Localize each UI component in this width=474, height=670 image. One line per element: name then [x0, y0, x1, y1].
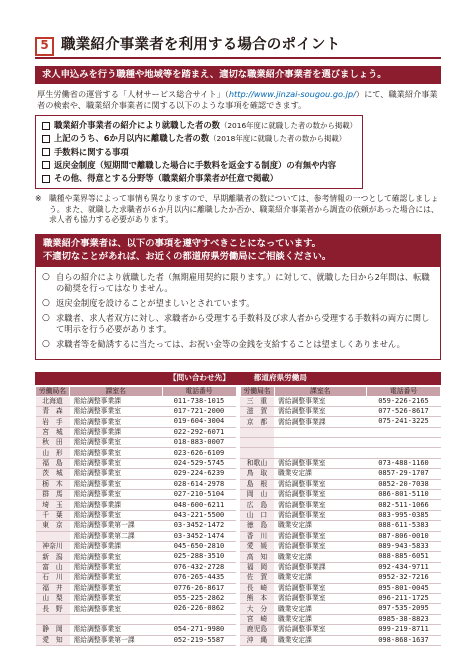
table-row	[240, 396, 441, 406]
prefecture-cell: 徳 島	[240, 521, 274, 531]
table-row	[240, 490, 441, 500]
table-row	[240, 500, 441, 510]
section-cell: 需給調整事業室	[274, 593, 367, 603]
section-cell: 需給調整事業室	[70, 593, 163, 603]
phone-cell: 029-224-6239	[162, 469, 236, 479]
section-cell: 需給調整事業第一課	[70, 521, 163, 531]
table-row	[240, 531, 441, 541]
prefecture-cell: 鹿児島	[240, 625, 274, 635]
phone-cell: 024-529-5745	[162, 458, 236, 468]
section-cell: 需給調整事業課	[70, 427, 163, 437]
section-cell: 需給調整事業室	[274, 531, 367, 541]
table-row	[240, 562, 441, 572]
section-number-badge: 5	[35, 37, 54, 56]
section-cell	[274, 438, 367, 448]
section-cell: 需給調整事業課	[274, 562, 367, 572]
table-row	[36, 604, 237, 614]
phone-cell: 045-650-2810	[162, 542, 236, 552]
section-cell: 需給調整事業室	[70, 583, 163, 593]
table-row	[36, 531, 237, 541]
prefecture-cell: 愛 媛	[240, 542, 274, 552]
col-header-section: 課室名	[274, 386, 367, 396]
section-cell: 需給調整事業室	[274, 406, 367, 416]
table-header-row	[240, 386, 441, 396]
prefecture-cell: 富 山	[36, 562, 70, 572]
prefecture-cell	[240, 438, 274, 448]
prefecture-cell: 茨 城	[36, 469, 70, 479]
intro-text-after: ）にて、職業紹介事業者の検索や、職業紹介事業者に関する以下のような事項を確認できます。	[37, 89, 438, 111]
section-cell: 需給調整事業室	[70, 406, 163, 416]
section-cell: 需給調整事業室	[70, 510, 163, 520]
circle-bullet-icon: ○	[42, 338, 50, 349]
circle-bullet-icon: ○	[42, 271, 50, 282]
table-row	[36, 458, 237, 468]
phone-cell: 076-432-2728	[162, 562, 236, 572]
prefecture-cell: 静 岡	[36, 625, 70, 635]
table-row	[240, 625, 441, 635]
phone-cell: 097-535-2095	[367, 604, 441, 614]
col-header-pref: 労働局名	[240, 386, 274, 396]
checklist-box	[35, 115, 363, 189]
section-cell: 需給調整事業室	[70, 552, 163, 562]
table-row	[36, 510, 237, 520]
prefecture-cell: 神奈川	[36, 542, 70, 552]
table-row	[36, 552, 237, 562]
compliance-item	[42, 313, 434, 335]
phone-cell: 028-614-2978	[162, 479, 236, 489]
section-cell: 需給調整事業室	[70, 573, 163, 583]
phone-cell: 092-434-9711	[367, 562, 441, 572]
phone-cell: 098-868-1637	[367, 635, 441, 645]
table-row	[36, 479, 237, 489]
section-title-bar	[35, 35, 441, 59]
checklist-item-text: 職業紹介事業者の紹介により就職した者の数	[54, 120, 220, 131]
table-row	[240, 427, 441, 437]
checkbox-square-icon	[42, 148, 50, 156]
prefecture-cell	[36, 614, 70, 624]
contacts-tables	[35, 386, 441, 646]
section1-banner: 求人申込みを行う職種や地域等を踏まえ、適切な職業紹介事業者を選びましょう。	[35, 66, 441, 84]
col-header-pref: 労働局名	[36, 386, 70, 396]
checklist-item-text: 上記のうち、6か月以内に離職した者の数	[54, 133, 210, 144]
section-cell: 需給調整事業室	[274, 510, 367, 520]
checklist-item	[42, 132, 356, 145]
compliance-item-text: 求職者等を勧誘するに当たっては、お祝い金等の金銭を支給することは望ましくありません。	[56, 338, 405, 349]
table-row	[36, 490, 237, 500]
table-row	[240, 614, 441, 624]
phone-cell: 077-526-8617	[367, 406, 441, 416]
table-row	[36, 469, 237, 479]
prefecture-cell: 三 重	[240, 396, 274, 406]
checklist-item-text: 返戻金制度（短期間で離職した場合に手数料を返金する制度）の有無や内容	[54, 159, 337, 170]
section-cell: 職業安定課	[274, 614, 367, 624]
phone-cell	[367, 438, 441, 448]
prefecture-cell: 鳥 取	[240, 469, 274, 479]
compliance-box	[35, 234, 441, 359]
table-row	[36, 583, 237, 593]
section-cell: 需給調整事業室	[274, 500, 367, 510]
prefecture-cell: 香 川	[240, 531, 274, 541]
prefecture-cell: 新 潟	[36, 552, 70, 562]
table-row	[36, 614, 237, 624]
prefecture-cell: 宮 崎	[240, 614, 274, 624]
prefecture-cell: 岩 手	[36, 417, 70, 427]
section-cell	[274, 427, 367, 437]
prefecture-cell: 京 都	[240, 417, 274, 427]
section-cell: 需給調整事業第一課	[70, 635, 163, 645]
phone-cell: 059-226-2165	[367, 396, 441, 406]
phone-cell: 099-219-8711	[367, 625, 441, 635]
table-row	[36, 625, 237, 635]
section-cell: 需給調整事業室	[274, 458, 367, 468]
checklist-item-note: （2018年度に就職した者の数から掲載）	[209, 133, 347, 143]
prefecture-cell	[240, 448, 274, 458]
table-row	[36, 521, 237, 531]
section-cell: 需給調整事業室	[70, 469, 163, 479]
section-cell: 需給調整事業室	[70, 417, 163, 427]
table-row	[36, 500, 237, 510]
section-cell: 需給調整事業室	[70, 625, 163, 635]
prefecture-cell: 長 崎	[240, 583, 274, 593]
table-row	[240, 583, 441, 593]
table-row	[240, 438, 441, 448]
circle-bullet-icon: ○	[42, 312, 50, 323]
checkbox-square-icon	[42, 161, 50, 169]
prefecture-cell: 福 島	[36, 458, 70, 468]
prefecture-cell: 岡 山	[240, 490, 274, 500]
table-row	[36, 396, 237, 406]
prefecture-cell: 埼 玉	[36, 500, 70, 510]
phone-cell: 087-806-0010	[367, 531, 441, 541]
checklist-item	[42, 159, 356, 172]
phone-cell: 083-995-0385	[367, 510, 441, 520]
phone-cell: 048-600-6211	[162, 500, 236, 510]
section-cell: 需給調整事業室	[274, 479, 367, 489]
prefecture-cell: 山 梨	[36, 593, 70, 603]
compliance-item-text: 返戻金制度を設けることが望ましいとされています。	[56, 297, 255, 308]
section-cell: 需給調整事業課	[70, 396, 163, 406]
section-cell: 需給調整事業室	[70, 604, 163, 614]
phone-cell: 025-288-3510	[162, 552, 236, 562]
prefecture-cell: 福 岡	[240, 562, 274, 572]
section-cell: 職業安定課	[274, 604, 367, 614]
prefecture-cell: 千 葉	[36, 510, 70, 520]
phone-cell: 03-3452-1474	[162, 531, 236, 541]
prefecture-cell: 高 知	[240, 552, 274, 562]
table-row	[36, 406, 237, 416]
checkbox-square-icon	[42, 175, 50, 183]
intro-paragraph	[35, 89, 441, 111]
phone-cell	[162, 614, 236, 624]
section-cell: 職業安定課	[274, 552, 367, 562]
prefecture-cell: 和歌山	[240, 458, 274, 468]
page-title: 職業紹介事業者を利用する場合のポイント	[61, 37, 341, 54]
section-cell: 需給調整事業第二課	[70, 531, 163, 541]
section-cell: 需給調整事業室	[274, 490, 367, 500]
phone-cell: 0985-38-8823	[367, 614, 441, 624]
phone-cell: 052-219-5587	[162, 635, 236, 645]
section-cell: 需給調整事業室	[70, 458, 163, 468]
prefecture-cell: 広 島	[240, 500, 274, 510]
section-cell: 需給調整事業課	[274, 417, 367, 427]
prefecture-cell: 栃 木	[36, 479, 70, 489]
checklist-item-note: （2016年度に就職した者の数から掲載）	[219, 120, 358, 130]
prefecture-cell	[36, 531, 70, 541]
phone-cell: 095-801-0045	[367, 583, 441, 593]
section-cell: 職業安定課	[274, 573, 367, 583]
compliance-item	[42, 339, 434, 350]
table-row	[36, 542, 237, 552]
phone-cell: 0952-32-7216	[367, 573, 441, 583]
prefecture-cell: 東 京	[36, 521, 70, 531]
phone-cell: 017-721-2000	[162, 406, 236, 416]
phone-cell: 055-225-2862	[162, 593, 236, 603]
table-row	[240, 552, 441, 562]
prefecture-cell: 沖 縄	[240, 635, 274, 645]
checklist-item-text: その他、得意とする分野等（職業紹介事業者が任意で掲載）	[54, 173, 279, 184]
table-row	[240, 521, 441, 531]
phone-cell: 096-211-1725	[367, 593, 441, 603]
circle-bullet-icon: ○	[42, 297, 50, 308]
col-header-tel: 電話番号	[162, 386, 236, 396]
table-header-row	[36, 386, 237, 396]
section-cell: 需給調整事業室	[274, 396, 367, 406]
contacts-table-left	[35, 386, 237, 646]
table-row	[240, 510, 441, 520]
checkbox-square-icon	[42, 122, 50, 130]
phone-cell: 076-265-4435	[162, 573, 236, 583]
compliance-item	[42, 272, 434, 294]
table-row	[36, 573, 237, 583]
section-cell: 需給調整事業室	[70, 490, 163, 500]
section-cell: 需給調整事業室	[274, 583, 367, 593]
contacts-table-right	[240, 386, 442, 646]
prefecture-cell: 北海道	[36, 396, 70, 406]
section-cell: 需給調整事業室	[70, 479, 163, 489]
section-cell: 需給調整事業課	[70, 500, 163, 510]
table-row	[240, 635, 441, 645]
prefecture-cell: 熊 本	[240, 593, 274, 603]
table-row	[240, 448, 441, 458]
table-row	[36, 562, 237, 572]
section-cell: 職業安定課	[274, 521, 367, 531]
prefecture-cell: 秋 田	[36, 438, 70, 448]
prefecture-cell: 佐 賀	[240, 573, 274, 583]
table-row	[36, 635, 237, 645]
contacts-section	[35, 372, 441, 646]
phone-cell: 03-3452-1472	[162, 521, 236, 531]
phone-cell: 023-626-6109	[162, 448, 236, 458]
section-cell: 需給調整事業室	[274, 625, 367, 635]
compliance-item-text: 自らの紹介により就職した者（無期雇用契約に限ります。）に対して、就職した日から2年間は、転職の勧奨を行ってはなりません。	[56, 271, 430, 293]
compliance-header-line2: 不適切なことがあれば、お近くの都道府県労働局にご相談ください。	[43, 251, 332, 263]
section-cell: 職業安定課	[274, 469, 367, 479]
table-row	[240, 458, 441, 468]
prefecture-cell: 島 根	[240, 479, 274, 489]
table-row	[36, 593, 237, 603]
phone-cell: 088-885-6051	[367, 552, 441, 562]
phone-cell: 073-488-1160	[367, 458, 441, 468]
prefecture-cell: 長 野	[36, 604, 70, 614]
section-cell: 職業安定課	[274, 635, 367, 645]
phone-cell: 054-271-9980	[162, 625, 236, 635]
checklist-item-text: 手数料に関する事項	[54, 146, 129, 157]
phone-cell: 082-511-1066	[367, 500, 441, 510]
phone-cell: 0857-29-1707	[367, 469, 441, 479]
footnote	[35, 194, 441, 225]
section-cell	[274, 448, 367, 458]
section-cell	[70, 614, 163, 624]
checklist-item	[42, 119, 356, 132]
prefecture-cell: 青 森	[36, 406, 70, 416]
contacts-sublabel: 都道府県労働局	[253, 373, 307, 383]
table-row	[240, 469, 441, 479]
table-row	[240, 542, 441, 552]
prefecture-cell	[240, 427, 274, 437]
prefecture-cell: 大 分	[240, 604, 274, 614]
compliance-header-line1: 職業紹介事業者は、以下の事項を遵守すべきことになっています。	[43, 238, 321, 250]
contacts-label: 【問い合わせ先】	[169, 373, 230, 383]
table-row	[240, 593, 441, 603]
footnote-mark: ※	[35, 194, 42, 204]
compliance-list	[36, 267, 440, 359]
phone-cell: 0852-20-7038	[367, 479, 441, 489]
table-row	[240, 479, 441, 489]
section-cell: 需給調整事業室	[70, 562, 163, 572]
phone-cell: 022-292-6071	[162, 427, 236, 437]
section-cell: 需給調整事業課	[70, 542, 163, 552]
phone-cell: 075-241-3225	[367, 417, 441, 427]
checklist-item	[42, 146, 356, 159]
phone-cell: 019-604-3004	[162, 417, 236, 427]
col-header-section: 課室名	[70, 386, 163, 396]
prefecture-cell: 山 形	[36, 448, 70, 458]
jinzai-site-link[interactable]: http://www.jinzai-sougou.go.jp/	[228, 89, 356, 100]
compliance-item-text: 求職者、求人者双方に対し、求職者から受理する手数料及び求人者から受理する手数料の両方に関して明示を行う必要があります。	[56, 312, 430, 334]
footnote-text: 職種や業界等によって事情も異なりますので、早期離職者の数については、参考情報の一つとして確認しましょう。また、就職した求職者が６か月以内に離職したか否か、職業紹介事業者から調査の依頼があった場合には、求人者も協力する必要があります。	[49, 194, 439, 224]
phone-cell: 088-611-5383	[367, 521, 441, 531]
table-row	[36, 417, 237, 427]
section-cell: 需給調整事業室	[70, 438, 163, 448]
phone-cell: 0776-26-8617	[162, 583, 236, 593]
prefecture-cell: 群 馬	[36, 490, 70, 500]
prefecture-cell: 滋 賀	[240, 406, 274, 416]
phone-cell: 011-738-1015	[162, 396, 236, 406]
contacts-header	[35, 372, 441, 385]
prefecture-cell: 宮 城	[36, 427, 70, 437]
phone-cell	[367, 448, 441, 458]
table-row	[36, 427, 237, 437]
intro-text-before: 厚生労働省の運営する「人材サービス総合サイト」（	[37, 89, 229, 100]
table-row	[36, 448, 237, 458]
phone-cell: 089-943-5833	[367, 542, 441, 552]
phone-cell: 027-210-5104	[162, 490, 236, 500]
table-row	[240, 417, 441, 427]
table-row	[240, 573, 441, 583]
phone-cell: 018-883-0007	[162, 438, 236, 448]
table-row	[240, 406, 441, 416]
section-cell: 需給調整事業室	[274, 542, 367, 552]
prefecture-cell: 山 口	[240, 510, 274, 520]
phone-cell	[367, 427, 441, 437]
phone-cell: 086-801-5110	[367, 490, 441, 500]
table-row	[240, 604, 441, 614]
col-header-tel: 電話番号	[367, 386, 441, 396]
phone-cell: 043-221-5500	[162, 510, 236, 520]
checkbox-square-icon	[42, 135, 50, 143]
prefecture-cell: 石 川	[36, 573, 70, 583]
prefecture-cell: 愛 知	[36, 635, 70, 645]
prefecture-cell: 福 井	[36, 583, 70, 593]
checklist-item	[42, 172, 356, 185]
section-cell: 需給調整事業室	[70, 448, 163, 458]
compliance-item	[42, 298, 434, 309]
phone-cell: 026-226-0862	[162, 604, 236, 614]
compliance-header	[36, 235, 440, 267]
table-row	[36, 438, 237, 448]
